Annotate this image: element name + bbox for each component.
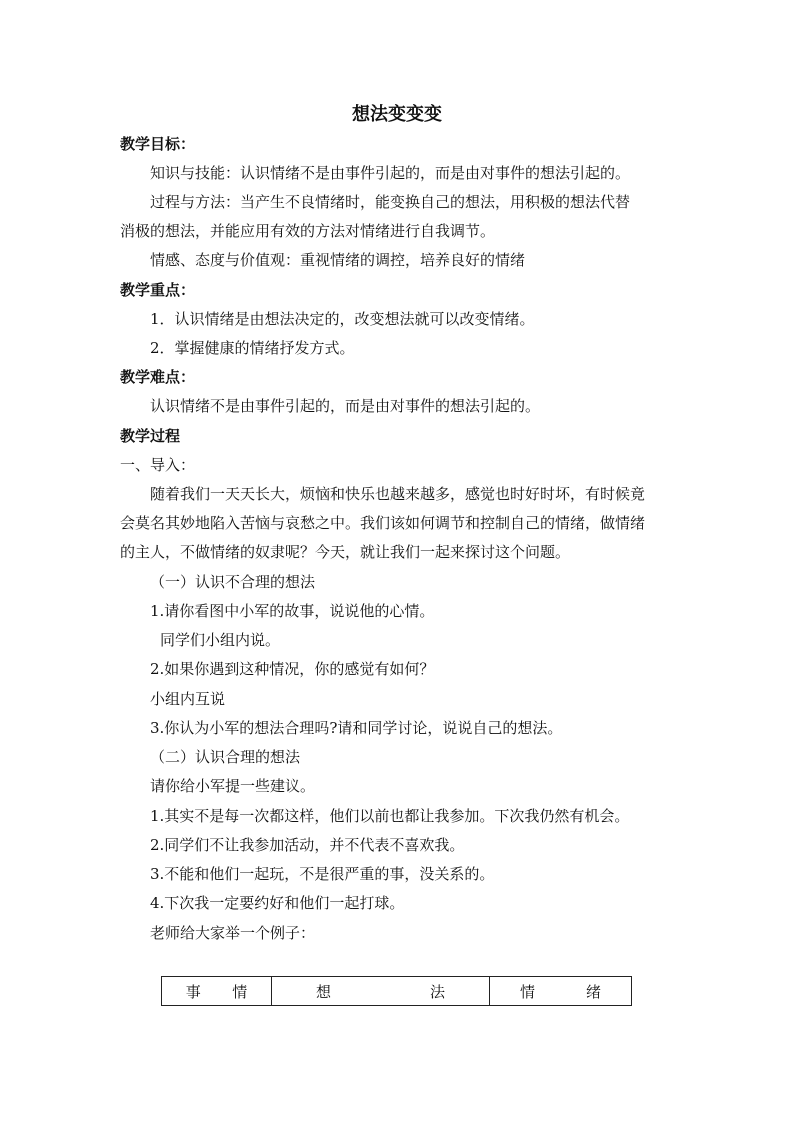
- heading-key-points: 教学重点：: [120, 281, 196, 299]
- table-header-char: 法: [429, 982, 445, 1001]
- example-table: [161, 976, 632, 1006]
- table-header-emotion: [490, 977, 631, 1005]
- table-header-char: 绪: [585, 982, 601, 1001]
- subsection-reasonable-thoughts: （二）认识合理的想法: [150, 748, 301, 766]
- paragraph-difficulty: 认识情绪不是由事件引起的，而是由对事件的想法引起的。: [150, 397, 541, 415]
- paragraph-process-method-cont: 消极的想法，并能应用有效的方法对情绪进行自我调节。: [120, 222, 496, 240]
- table-header-char: 想: [316, 982, 332, 1001]
- list-item-2-note: 小组内互说: [150, 690, 226, 708]
- heading-teaching-process: 教学过程: [120, 427, 181, 445]
- suggestion-3: 3.不能和他们一起玩，不是很严重的事，没关系的。: [150, 865, 495, 883]
- paragraph-knowledge-skills: 知识与技能：认识情绪不是由事件引起的，而是由对事件的想法引起的。: [150, 164, 631, 182]
- paragraph-emotion-attitude: 情感、态度与价值观：重视情绪的调控，培养良好的情绪: [150, 251, 526, 269]
- list-item-2: 2.如果你遇到这种情况，你的感觉有如何？: [150, 660, 435, 678]
- heading-teaching-goals: 教学目标：: [120, 135, 196, 153]
- key-point-1: 1．认识情绪是由想法决定的，改变想法就可以改变情绪。: [150, 310, 535, 328]
- intro-paragraph-line-2: 会莫名其妙地陷入苦恼与哀愁之中。我们该如何调节和控制自己的情绪，做情绪: [120, 514, 646, 532]
- suggestion-intro: 请你给小军提一些建议。: [150, 777, 316, 795]
- table-header-thought: [272, 977, 490, 1005]
- paragraph-process-method: 过程与方法：当产生不良情绪时，能变换自己的想法，用积极的想法代替: [150, 193, 631, 211]
- intro-paragraph-line-3: 的主人，不做情绪的奴隶呢？今天，就让我们一起来探讨这个问题。: [120, 543, 571, 561]
- heading-difficulties: 教学难点：: [120, 368, 196, 386]
- list-item-1-note: 同学们小组内说。: [160, 631, 281, 649]
- table-header-char: 事: [185, 982, 201, 1001]
- suggestion-4: 4.下次我一定要约好和他们一起打球。: [150, 894, 405, 912]
- key-point-2: 2．掌握健康的情绪抒发方式。: [150, 339, 355, 357]
- subsection-unreasonable-thoughts: （一）认识不合理的想法: [150, 573, 316, 591]
- suggestion-1: 1.其实不是每一次都这样，他们以前也都让我参加。下次我仍然有机会。: [150, 807, 630, 825]
- table-header-char: 情: [520, 982, 536, 1001]
- list-item-1: 1.请你看图中小军的故事，说说他的心情。: [150, 602, 435, 620]
- intro-paragraph-line-1: 随着我们一天天长大，烦恼和快乐也越来越多，感觉也时好时坏，有时候竟: [150, 485, 646, 503]
- list-item-3: 3.你认为小军的想法合理吗?请和同学讨论，说说自己的想法。: [150, 719, 563, 737]
- section-intro: 一、导入：: [120, 456, 196, 474]
- suggestion-2: 2.同学们不让我参加活动，并不代表不喜欢我。: [150, 836, 465, 854]
- example-intro: 老师给大家举一个例子：: [150, 924, 316, 942]
- table-header-char: 情: [232, 982, 248, 1001]
- table-header-event: [162, 977, 272, 1005]
- document-title: 想法变变变: [352, 104, 442, 125]
